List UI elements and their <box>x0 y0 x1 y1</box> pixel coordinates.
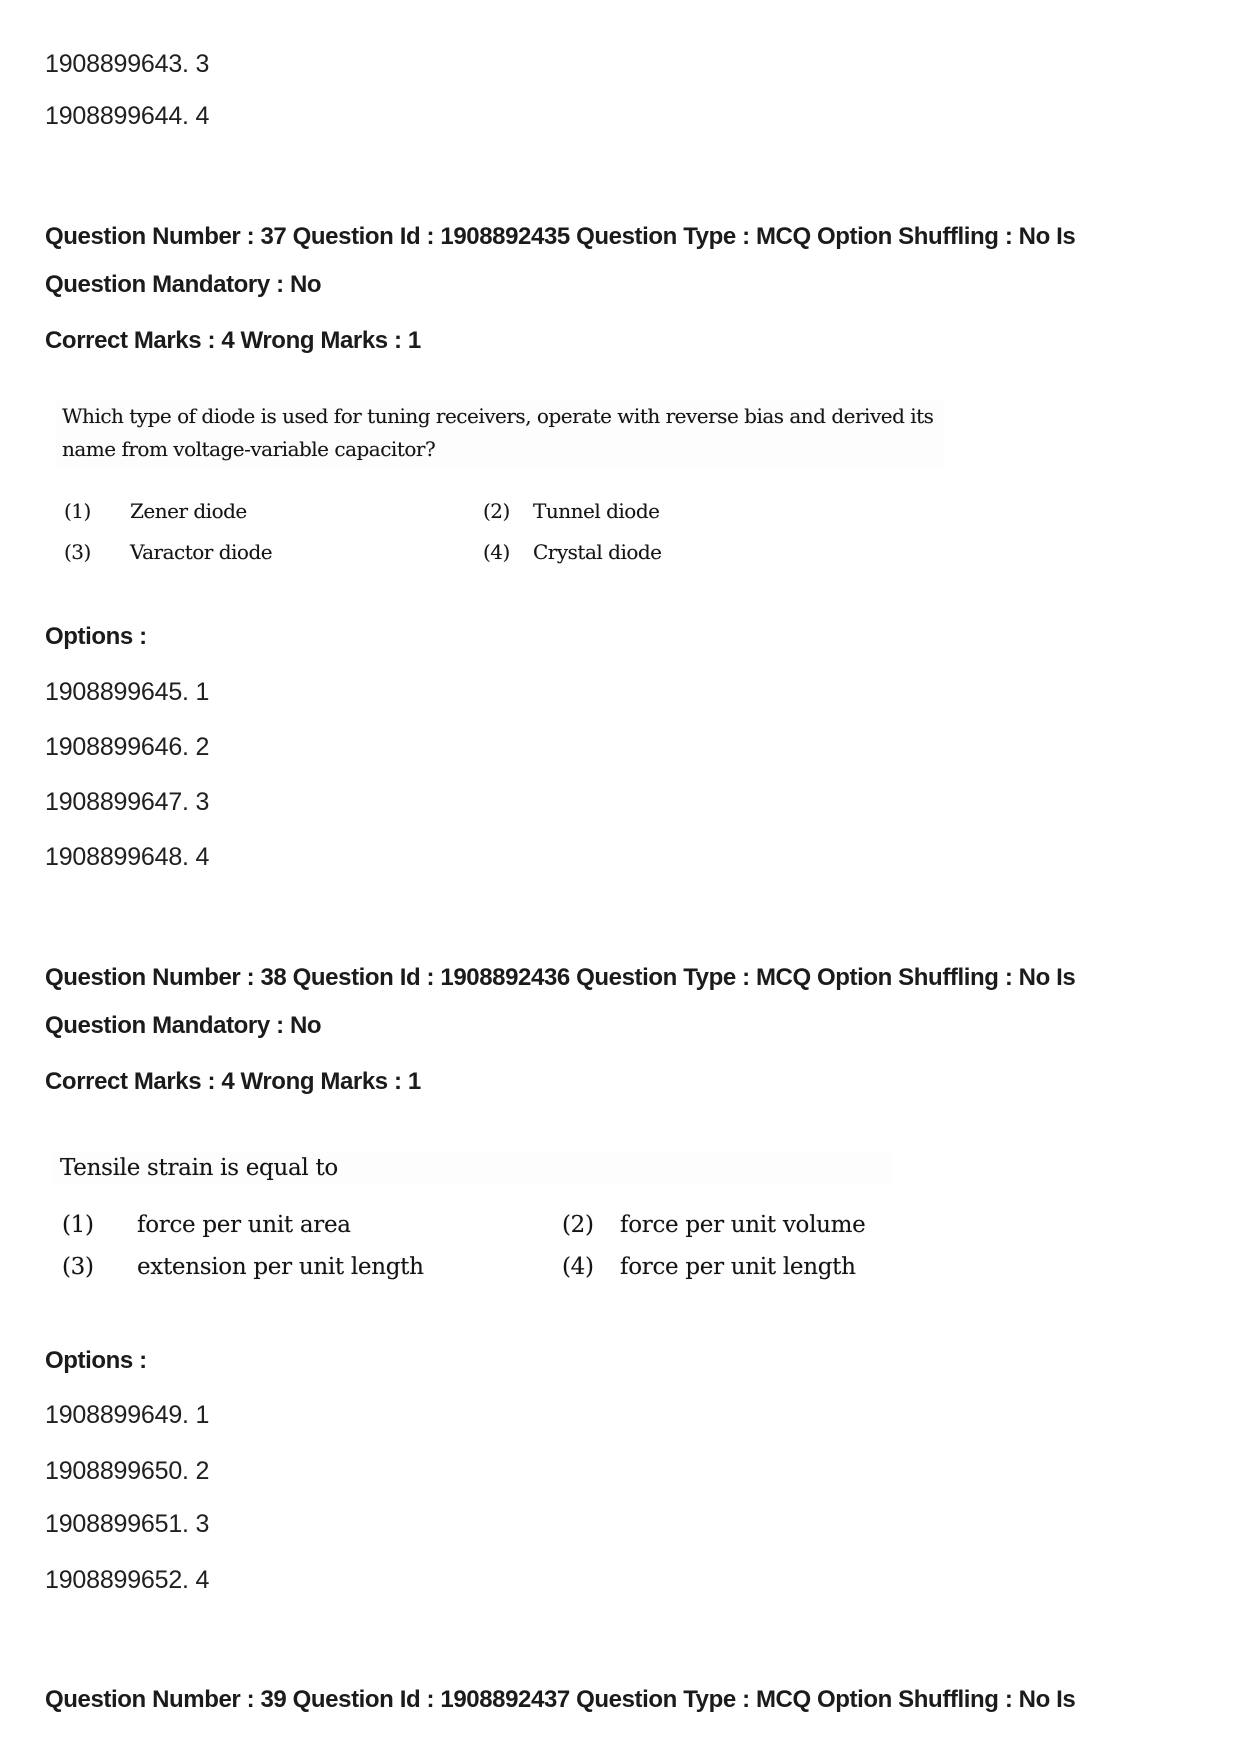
options-heading: Options : <box>45 1347 147 1374</box>
choice-label: Tunnel diode <box>533 499 660 523</box>
option-id-line: 1908899646. 2 <box>45 733 210 761</box>
option-id-line: 1908899651. 3 <box>45 1510 210 1538</box>
choice-number: (4) <box>483 540 510 564</box>
question-meta-line2: Question Mandatory : No <box>45 1012 322 1039</box>
question-meta-line2: Question Mandatory : No <box>45 271 322 298</box>
question-marks-line: Correct Marks : 4 Wrong Marks : 1 <box>45 1068 421 1095</box>
question-image <box>52 1152 892 1184</box>
question-meta-line1: Question Number : 39 Question Id : 1908892437 Question Type : MCQ Option Shuffling : No Is <box>45 1686 1076 1713</box>
choice-number: (2) <box>562 1212 594 1238</box>
choice-number: (3) <box>62 1254 94 1280</box>
option-id-line: 1908899649. 1 <box>45 1401 210 1429</box>
option-id-line: 1908899647. 3 <box>45 788 210 816</box>
option-id-line: 1908899648. 4 <box>45 843 210 871</box>
choice-label: extension per unit length <box>137 1254 424 1280</box>
question-text-line: name from voltage-variable capacitor? <box>62 437 436 461</box>
option-id-line: 1908899652. 4 <box>45 1566 210 1594</box>
question-meta-line1: Question Number : 37 Question Id : 1908892435 Question Type : MCQ Option Shuffling : No Is <box>45 223 1076 250</box>
choice-label: Zener diode <box>130 499 247 523</box>
question-meta-line1: Question Number : 38 Question Id : 1908892436 Question Type : MCQ Option Shuffling : No Is <box>45 964 1076 991</box>
choice-number: (4) <box>562 1254 594 1280</box>
choice-label: Crystal diode <box>533 540 662 564</box>
choice-number: (2) <box>483 499 510 523</box>
question-image <box>55 400 945 466</box>
choice-label: force per unit volume <box>620 1212 866 1238</box>
choice-number: (1) <box>64 499 91 523</box>
question-text-line: Tensile strain is equal to <box>60 1155 338 1181</box>
option-id-line: 1908899643. 3 <box>45 50 210 78</box>
choice-number: (3) <box>64 540 91 564</box>
options-heading: Options : <box>45 623 147 650</box>
question-text-line: Which type of diode is used for tuning receivers, operate with reverse bias and derived its <box>62 404 934 428</box>
choice-label: force per unit length <box>620 1254 856 1280</box>
option-id-line: 1908899644. 4 <box>45 102 210 130</box>
choice-label: force per unit area <box>137 1212 351 1238</box>
question-marks-line: Correct Marks : 4 Wrong Marks : 1 <box>45 327 421 354</box>
option-id-line: 1908899645. 1 <box>45 678 210 706</box>
option-id-line: 1908899650. 2 <box>45 1457 210 1485</box>
choice-number: (1) <box>62 1212 94 1238</box>
choice-label: Varactor diode <box>130 540 273 564</box>
